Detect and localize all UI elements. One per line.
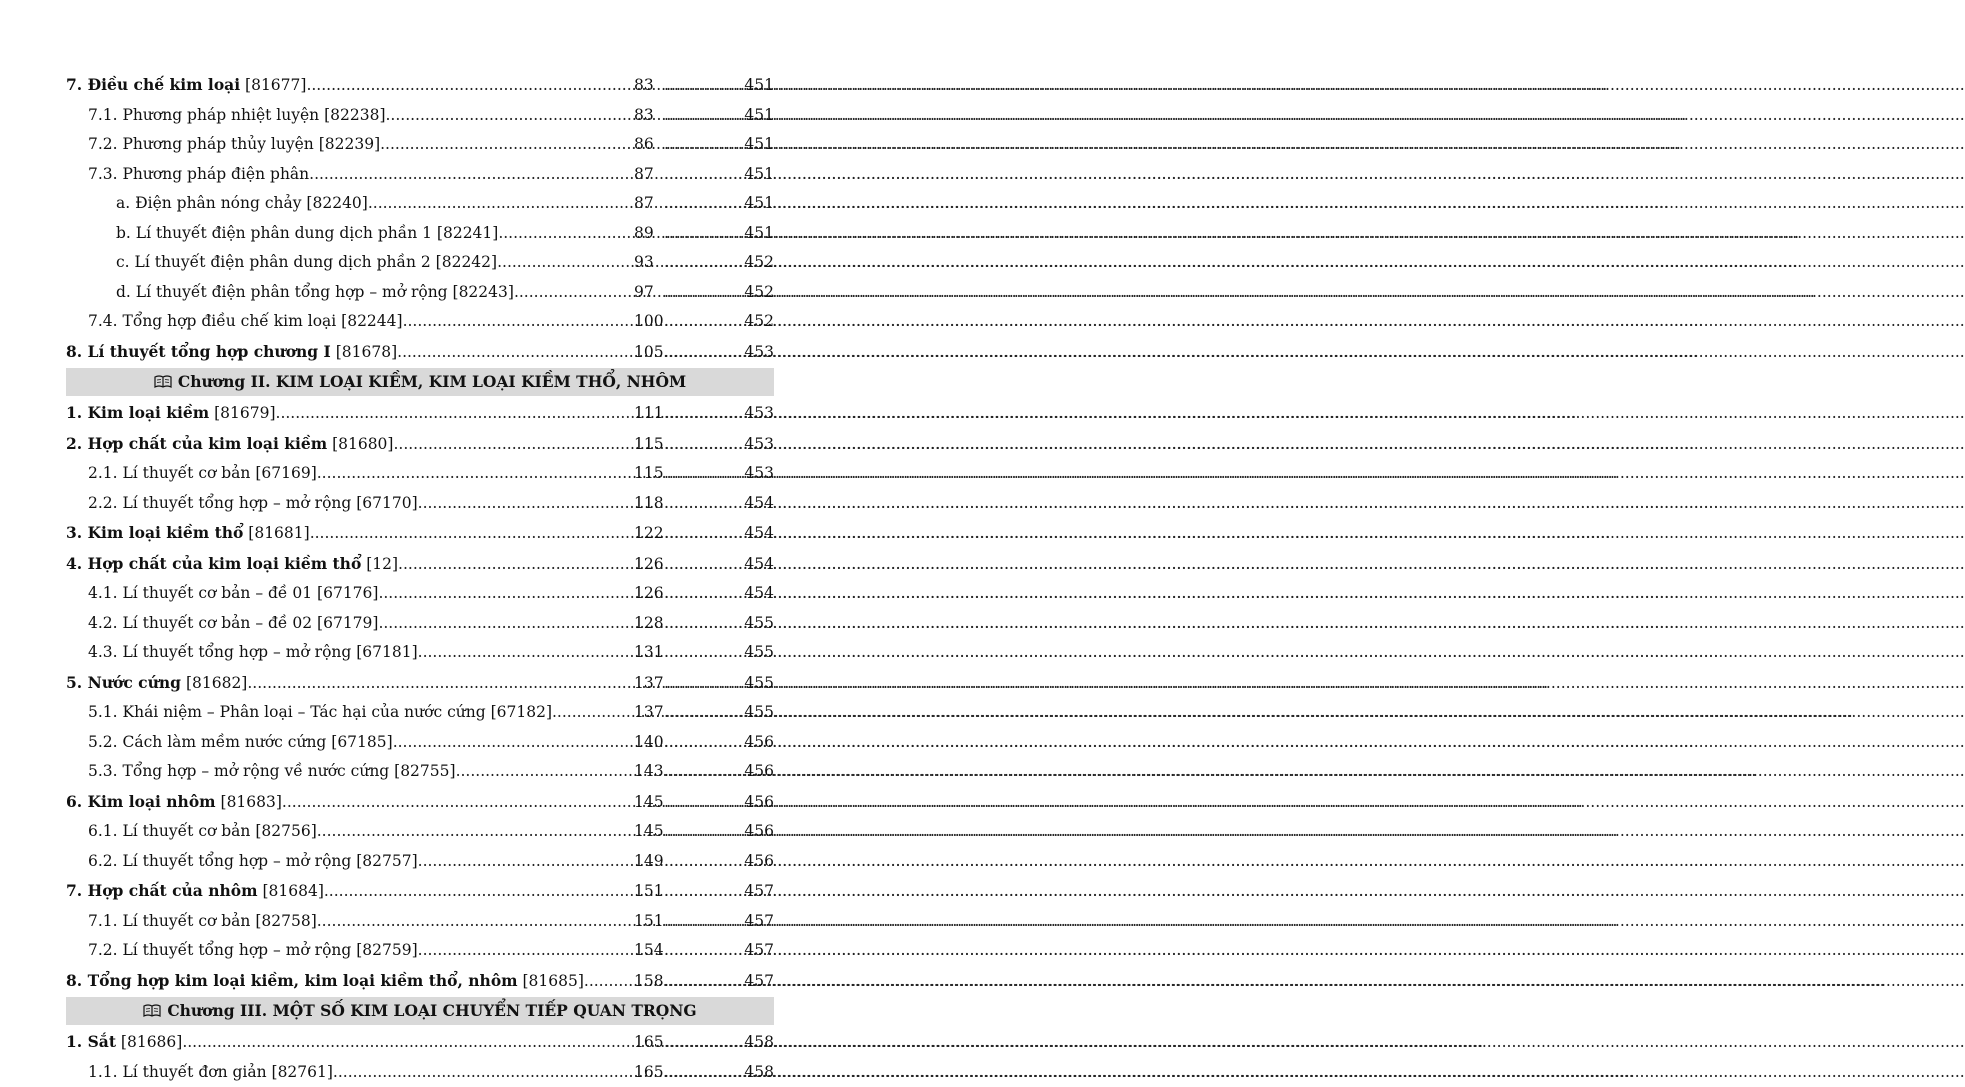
solution-page-number: 451	[744, 160, 774, 190]
book-icon	[154, 369, 172, 382]
leader-dots	[418, 936, 634, 966]
leader-dots	[664, 219, 744, 249]
entry-title: d. Lí thuyết điện phân tổng hợp – mở rộng [82243]	[116, 278, 514, 308]
chapter-title: Chương III. MỘT SỐ KIM LOẠI CHUYỂN TIẾP QUAN TRỌNG	[167, 1001, 696, 1020]
toc-entry[interactable]	[66, 398, 774, 429]
toc-entry[interactable]	[66, 549, 774, 580]
leader-dots	[310, 518, 634, 549]
solution-page-number: 451	[744, 70, 774, 101]
solution-page-number: 451	[744, 130, 774, 160]
page-number: 165	[634, 1058, 664, 1087]
solution-page-number: 452	[744, 307, 774, 337]
solution-page-number: 454	[744, 518, 774, 549]
entry-title: 6.2. Lí thuyết tổng hợp – mở rộng [82757]	[88, 847, 418, 877]
solution-page-number: 455	[744, 609, 774, 639]
leader-dots	[418, 847, 634, 877]
entry-title: 7.4. Tổng hợp điều chế kim loại [82244]	[88, 307, 403, 337]
entry-title: 5.1. Khái niệm – Phân loại – Tác hại của nước cứng [67182]	[88, 698, 552, 728]
page-number: 145	[634, 787, 664, 818]
leader-dots	[182, 1027, 634, 1058]
leader-dots	[378, 609, 634, 639]
solution-page-number: 453	[744, 337, 774, 368]
page-number: 118	[634, 489, 664, 519]
toc-entry[interactable]	[66, 459, 774, 489]
leader-dots	[664, 698, 744, 728]
leader-dots	[497, 248, 634, 278]
solution-page-number: 455	[744, 638, 774, 668]
toc-entry[interactable]	[66, 1027, 774, 1058]
leader-dots	[664, 518, 744, 549]
solution-page-number: 456	[744, 728, 774, 758]
toc-entry[interactable]	[66, 638, 774, 668]
entry-title	[66, 518, 310, 549]
leader-dots	[333, 1058, 634, 1087]
entry-title	[66, 966, 584, 997]
page-number: 100	[634, 307, 664, 337]
entry-title: 4.3. Lí thuyết tổng hợp – mở rộng [67181]	[88, 638, 418, 668]
toc-entry[interactable]	[66, 847, 774, 877]
entry-title: 5.2. Cách làm mềm nước cứng [67185]	[88, 728, 393, 758]
leader-dots	[664, 1058, 744, 1087]
leader-dots	[584, 966, 634, 997]
page-number: 115	[634, 429, 664, 460]
entry-title: 7.3. Phương pháp điện phân	[88, 160, 309, 190]
entry-title: 7.2. Phương pháp thủy luyện [82239]	[88, 130, 380, 160]
page-number: 97	[634, 278, 664, 308]
leader-dots	[664, 757, 744, 787]
leader-dots	[378, 579, 634, 609]
page-number: 93	[634, 248, 664, 278]
entry-title	[66, 876, 324, 907]
toc-entry[interactable]	[66, 579, 774, 609]
page-number: 89	[634, 219, 664, 249]
toc-entry[interactable]	[66, 189, 774, 219]
leader-dots	[418, 489, 634, 519]
page-number: 126	[634, 549, 664, 580]
leader-dots	[664, 278, 744, 308]
entry-code: [81681]	[248, 524, 309, 542]
leader-dots	[398, 549, 634, 580]
page-number: 83	[634, 70, 664, 101]
page-number: 137	[634, 698, 664, 728]
leader-dots	[664, 489, 744, 519]
solution-page-number: 457	[744, 876, 774, 907]
solution-page-number: 456	[744, 817, 774, 847]
toc-entry[interactable]	[66, 876, 774, 907]
entry-code: [81684]	[262, 882, 323, 900]
chapter-title: Chương II. KIM LOẠI KIỀM, KIM LOẠI KIỀM THỔ, NHÔM	[178, 372, 686, 391]
leader-dots	[247, 668, 634, 699]
leader-dots	[664, 70, 744, 101]
leader-dots	[664, 907, 744, 937]
entry-title	[66, 70, 306, 101]
entry-title	[66, 549, 398, 580]
toc-entry[interactable]	[66, 337, 774, 368]
toc-entry[interactable]	[66, 160, 774, 190]
entry-title-bold: 7. Điều chế kim loại	[66, 75, 240, 94]
leader-dots	[514, 278, 634, 308]
page-number: 140	[634, 728, 664, 758]
leader-dots	[664, 459, 744, 489]
toc-entry[interactable]	[66, 728, 774, 758]
entry-title-bold: 7. Hợp chất của nhôm	[66, 881, 258, 900]
toc-entry[interactable]	[66, 907, 774, 937]
toc-entry[interactable]	[66, 609, 774, 639]
page-number: 105	[634, 337, 664, 368]
leader-dots	[403, 307, 634, 337]
page-number: 151	[634, 876, 664, 907]
chapter-heading	[66, 368, 774, 396]
entry-title	[66, 337, 397, 368]
entry-code: [81680]	[332, 435, 393, 453]
entry-code: [12]	[366, 555, 398, 573]
page-number: 111	[634, 398, 664, 429]
entry-title: 7.1. Lí thuyết cơ bản [82758]	[88, 907, 317, 937]
leader-dots	[276, 398, 634, 429]
solution-page-number: 451	[744, 219, 774, 249]
leader-dots	[664, 307, 744, 337]
leader-dots	[456, 757, 634, 787]
leader-dots	[324, 876, 634, 907]
toc-entry[interactable]	[66, 307, 774, 337]
leader-dots	[664, 248, 744, 278]
leader-dots	[664, 668, 744, 699]
page-number: 86	[634, 130, 664, 160]
leader-dots	[380, 130, 634, 160]
leader-dots	[306, 70, 634, 101]
leader-dots	[664, 609, 744, 639]
leader-dots	[393, 429, 634, 460]
toc-entry[interactable]	[66, 278, 774, 308]
leader-dots	[317, 817, 634, 847]
entry-title: 5.3. Tổng hợp – mở rộng về nước cứng [82755]	[88, 757, 456, 787]
page-number: 149	[634, 847, 664, 877]
leader-dots	[664, 189, 744, 219]
leader-dots	[317, 459, 634, 489]
leader-dots	[368, 189, 634, 219]
entry-code: [81683]	[221, 793, 282, 811]
page-number: 154	[634, 936, 664, 966]
entry-code: [81679]	[214, 404, 275, 422]
entry-title: b. Lí thuyết điện phân dung dịch phần 1 [82241]	[116, 219, 498, 249]
table-of-contents	[66, 70, 774, 1087]
leader-dots	[664, 579, 744, 609]
solution-page-number: 456	[744, 757, 774, 787]
page-number: 158	[634, 966, 664, 997]
entry-title-bold: 1. Kim loại kiềm	[66, 403, 209, 422]
solution-page-number: 453	[744, 429, 774, 460]
leader-dots	[664, 966, 744, 997]
page-number: 143	[634, 757, 664, 787]
toc-entry[interactable]	[66, 219, 774, 249]
leader-dots	[664, 337, 744, 368]
solution-page-number: 452	[744, 278, 774, 308]
toc-entry[interactable]	[66, 248, 774, 278]
entry-title-bold: 8. Lí thuyết tổng hợp chương I	[66, 342, 331, 361]
toc-entry[interactable]	[66, 936, 774, 966]
page-number: 83	[634, 101, 664, 131]
entry-title: 2.1. Lí thuyết cơ bản [67169]	[88, 459, 317, 489]
toc-entry[interactable]	[66, 429, 774, 460]
leader-dots	[664, 876, 744, 907]
entry-title: 7.1. Phương pháp nhiệt luyện [82238]	[88, 101, 386, 131]
entry-title: 4.2. Lí thuyết cơ bản – đề 02 [67179]	[88, 609, 378, 639]
entry-title-bold: 5. Nước cứng	[66, 673, 181, 692]
entry-title	[66, 1027, 182, 1058]
leader-dots	[393, 728, 634, 758]
entry-title-bold: 8. Tổng hợp kim loại kiềm, kim loại kiềm thổ, nhôm	[66, 971, 518, 990]
leader-dots	[317, 907, 634, 937]
leader-dots	[664, 847, 744, 877]
page-number: 145	[634, 817, 664, 847]
leader-dots	[664, 101, 744, 131]
solution-page-number: 453	[744, 459, 774, 489]
toc-entry[interactable]	[66, 787, 774, 818]
solution-page-number: 451	[744, 101, 774, 131]
entry-title-bold: 2. Hợp chất của kim loại kiềm	[66, 434, 327, 453]
entry-title: 2.2. Lí thuyết tổng hợp – mở rộng [67170]	[88, 489, 418, 519]
toc-entry[interactable]	[66, 817, 774, 847]
leader-dots	[498, 219, 634, 249]
leader-dots	[664, 160, 744, 190]
leader-dots	[664, 728, 744, 758]
book-icon	[143, 998, 161, 1011]
page-number: 115	[634, 459, 664, 489]
entry-code: [81677]	[245, 76, 306, 94]
entry-title	[66, 787, 282, 818]
page-number: 131	[634, 638, 664, 668]
leader-dots	[282, 787, 634, 818]
entry-title	[66, 398, 276, 429]
toc-entry[interactable]	[66, 966, 774, 997]
toc-entry[interactable]	[66, 489, 774, 519]
toc-entry[interactable]	[66, 70, 774, 101]
solution-page-number: 454	[744, 579, 774, 609]
solution-page-number: 458	[744, 1058, 774, 1087]
leader-dots	[664, 787, 744, 818]
page-number: 165	[634, 1027, 664, 1058]
leader-dots	[664, 398, 744, 429]
entry-title: 6.1. Lí thuyết cơ bản [82756]	[88, 817, 317, 847]
entry-title: 1.1. Lí thuyết đơn giản [82761]	[88, 1058, 333, 1087]
entry-code: [81686]	[121, 1033, 182, 1051]
entry-code: [81682]	[186, 674, 247, 692]
chapter-heading	[66, 997, 774, 1025]
entry-title: 4.1. Lí thuyết cơ bản – đề 01 [67176]	[88, 579, 378, 609]
leader-dots	[664, 936, 744, 966]
solution-page-number: 457	[744, 907, 774, 937]
leader-dots	[664, 1027, 744, 1058]
page-number: 87	[634, 189, 664, 219]
solution-page-number: 456	[744, 787, 774, 818]
entry-title-bold: 1. Sắt	[66, 1032, 116, 1051]
solution-page-number: 455	[744, 698, 774, 728]
solution-page-number: 458	[744, 1027, 774, 1058]
solution-page-number: 453	[744, 398, 774, 429]
toc-entry[interactable]	[66, 518, 774, 549]
solution-page-number: 457	[744, 936, 774, 966]
leader-dots	[552, 698, 634, 728]
toc-entry[interactable]	[66, 101, 774, 131]
leader-dots	[664, 817, 744, 847]
entry-title	[66, 668, 247, 699]
leader-dots	[418, 638, 634, 668]
toc-entry[interactable]	[66, 130, 774, 160]
toc-entry[interactable]	[66, 668, 774, 699]
toc-entry[interactable]	[66, 698, 774, 728]
page-number: 151	[634, 907, 664, 937]
solution-page-number: 457	[744, 966, 774, 997]
entry-title	[66, 429, 393, 460]
leader-dots	[664, 638, 744, 668]
page-number: 87	[634, 160, 664, 190]
page-number: 122	[634, 518, 664, 549]
leader-dots	[664, 549, 744, 580]
solution-page-number: 452	[744, 248, 774, 278]
solution-page-number: 455	[744, 668, 774, 699]
entry-title: c. Lí thuyết điện phân dung dịch phần 2 [82242]	[116, 248, 497, 278]
page-number: 137	[634, 668, 664, 699]
page-number: 128	[634, 609, 664, 639]
solution-page-number: 451	[744, 189, 774, 219]
entry-title-bold: 6. Kim loại nhôm	[66, 792, 216, 811]
solution-page-number: 454	[744, 489, 774, 519]
entry-title-bold: 4. Hợp chất của kim loại kiềm thổ	[66, 554, 361, 573]
leader-dots	[397, 337, 634, 368]
entry-title: a. Điện phân nóng chảy [82240]	[116, 189, 368, 219]
leader-dots	[386, 101, 635, 131]
toc-entry[interactable]	[66, 1058, 774, 1087]
leader-dots	[664, 429, 744, 460]
solution-page-number: 456	[744, 847, 774, 877]
page-number: 126	[634, 579, 664, 609]
entry-code: [81678]	[336, 343, 397, 361]
entry-code: [81685]	[523, 972, 584, 990]
leader-dots	[664, 130, 744, 160]
entry-title: 7.2. Lí thuyết tổng hợp – mở rộng [82759]	[88, 936, 418, 966]
solution-page-number: 454	[744, 549, 774, 580]
entry-title-bold: 3. Kim loại kiềm thổ	[66, 523, 243, 542]
toc-entry[interactable]	[66, 757, 774, 787]
leader-dots	[309, 160, 634, 190]
